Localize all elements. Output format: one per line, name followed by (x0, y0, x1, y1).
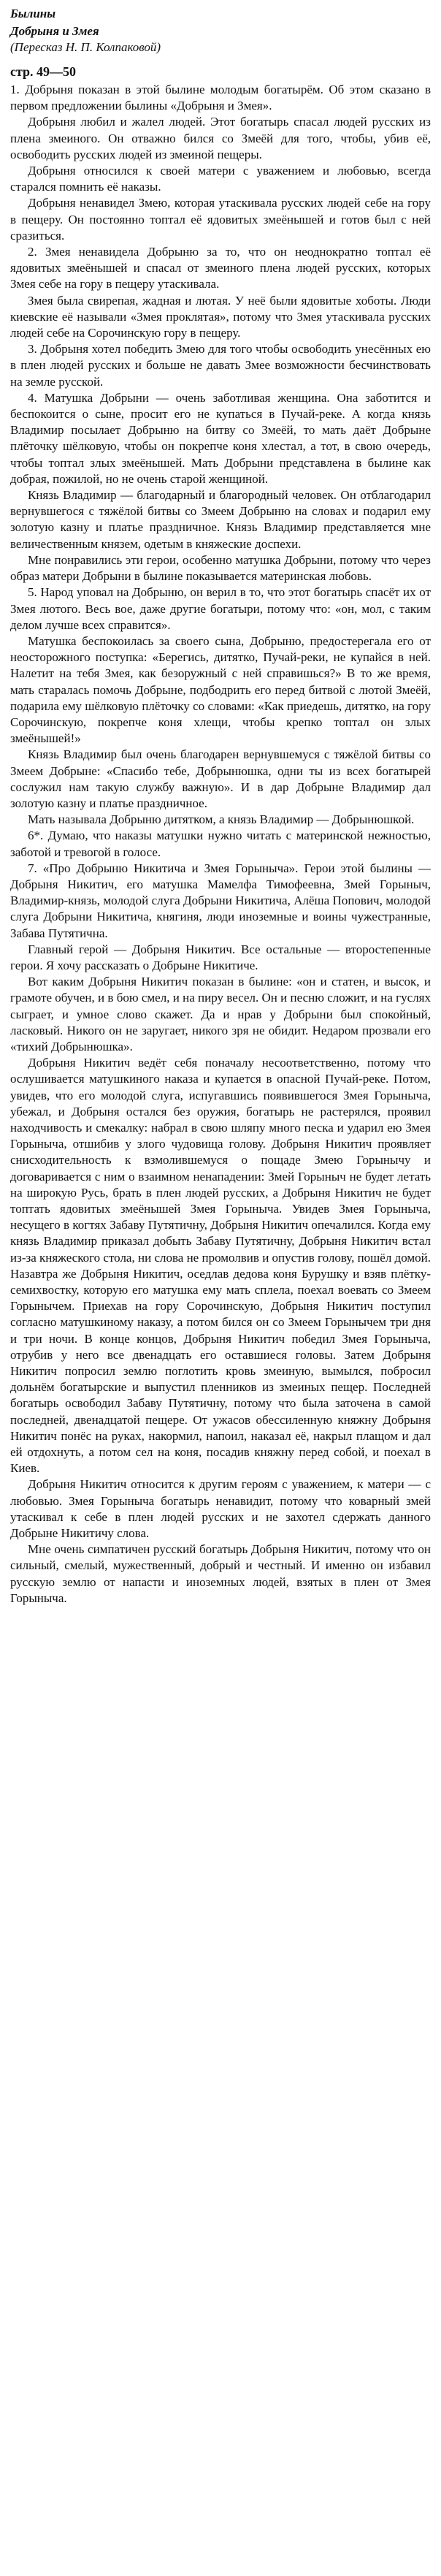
paragraph: Вот каким Добрыня Никитич показан в былине: «он и статен, и высок, и грамоте обучен, и в бою смел, и на пиру весел. Он и песню сложит, и на гуслях сыграет, и умное слово скажет. Да и нрав у Добрыни был спокойный, ласковый. Никого он не заругает, никого зря не обидит. Недаром прозвали его «тихий Добрынюшка». (10, 975, 431, 1053)
paragraph: Мать называла Добрыню дитятком, а князь Владимир — Добрынюшкой. (28, 812, 415, 827)
paragraph: Добрыня любил и жалел людей. Этот богатырь спасал людей русских из плена змеиного. Он отважно бился со Змеёй для того, чтобы, убив её, освободить русских людей из змеиной пещеры. (10, 115, 431, 161)
body-text (10, 82, 431, 1607)
paragraph: 4. Матушка Добрыни — очень заботливая женщина. Она заботится и беспокоится о сыне, просит его не купаться в Пучай-реке. А когда князь Владимир посылает Добрыню на битву со Змеёй, то мать даёт Добрыне плёточку шёлковую, чтобы он покрепче коня хлестал, а тот, в свою очередь, чтобы топтал злых змеёнышей. Мать Добрыни представлена в былине как добрая, пожилой, но не очень старой женщиной. (10, 390, 431, 486)
paragraph: Добрыня Никитич относится к другим героям с уважением, к матери — с любовью. Змея Горыныча богатырь ненавидит, потому что коварный змей утаскивал к себе в плен людей русских и не захотел сдержать данного Добрыне Никитичу слова. (10, 1477, 431, 1541)
paragraph: 1. Добрыня показан в этой былине молодым богатырём. Об этом сказано в первом предложении былины «Добрыня и Змея». (10, 83, 431, 113)
paragraph: Добрыня Никитич ведёт себя поначалу несоответственно, потому что ослушивается матушкиного наказа и купается в опасной Пучай-реке. Потом, увидев, что его молодой слуга, испугавшись появившегося Змея Горыныча, убежал, и Добрыня остался без оружия, богатырь не растерялся, проявил находчивость и смекалку: набрал в свою шляпу много песка и ударил ею Змея Горыныча, отшибив у злого чудовища голову. Добрыня Никитич проявляет снисходительность к взмолившемуся о пощаде Змею Горынычу и договаривается с ним о взаимном ненападении: Змей Горыныч не будет летать на широкую Русь, брать в плен людей русских, а Добрыня Никитич не будет топтать ядовитых змеёнышей Змея Горыныча. Увидев Змея Горыныча, несущего в когтях Забаву Путятичну, Добрыня Никитич опечалился. Когда ему князь Владимир приказал добыть Забаву Путятичну, Добрыня Никитич встал из-за княжеского стола, ни слова не промолвив и опустив голову, пошёл домой. Назавтра же Добрыня Никитич, оседлав дедова коня Бурушку и взяв плётку-семихвостку, которую его матушка ему мать сплела, поехал воевать со Змеем Горынычем. Приехав на гору Сорочинскую, Добрыня Никитич поступил согласно матушкиному наказу, а потом бился он со Змеем Горынычем три дня и три ночи. В конце концов, Добрыня Никитич победил Змея Горыныча, отрубив у него все двенадцать его оставшиеся головы. Затем Добрыня Никитич попросил землю поглотить кровь змеиную, вымылся, побросил дольнём богатырские и выпустил пленников из змеиных пещер. Последней богатырь освободил Забаву Путятичну, потому что была заточена в самой последней, двенадцатой пещере. От ужасов обессиленную княжну Добрыня Никитич понёс на руках, накормил, напоил, наказал её, накрыл плащом и дал ей отдохнуть, а потом сел на коня, посадив княжну перед собой, и поехал в Киев. (10, 1056, 431, 1476)
paragraph: Добрыня относился к своей матери с уважением и любовью, всегда старался помнить её наказы. (10, 164, 431, 194)
paragraph: 6*. Думаю, что наказы матушки нужно читать с материнской нежностью, заботой и тревогой в голосе. (10, 828, 431, 859)
paragraph: Главный герой — Добрыня Никитич. Все остальные — второстепенные герои. Я хочу рассказать о Добрыне Никитиче. (10, 942, 431, 972)
section-subtitle: (Пересказ Н. П. Колпаковой) (10, 40, 161, 54)
paragraph: Змея была свирепая, жадная и лютая. У неё были ядовитые хоботы. Люди киевские её называли «Змея проклятая», потому что Змея утаскивала русских людей себе на Сорочинскую гору в пещеру. (10, 293, 431, 340)
paragraph: Князь Владимир — благодарный и благородный человек. Он отблагодарил вернувшегося с тяжёлой битвы со Змеем Добрыню на словах и подарил ему золотую казну и платье праздничное. Князь Владимир представляется мне величественным князем, одетым в княжеские доспехи. (10, 488, 431, 551)
paragraph: Добрыня ненавидел Змею, которая утаскивала русских людей себе на гору в пещеру. Он постоянно топтал её ядовитых змеёнышей и готов был с ней сразиться. (10, 196, 431, 243)
paragraph: 5. Народ уповал на Добрыню, он верил в то, что этот богатырь спасёт их от Змея лютого. Весь вое, даже другие богатыри, потому что: «он, мол, с таким делом лучше всех справится». (10, 585, 431, 632)
paragraph: 2. Змея ненавидела Добрыню за то, что он неоднократно топтал её ядовитых змеёнышей и спасал от змеиного плена людей русских, которых Змея себе на гору в пещеру утаскивала. (10, 245, 431, 291)
paragraph: Мне очень симпатичен русский богатырь Добрыня Никитич, потому что он сильный, смелый, мужественный, добрый и честный. И именно он избавил русскую землю от напасти и иноземных людей, взятых в плен от Змея Горыныча. (10, 1542, 431, 1605)
section-title: Добрыня и Змея (10, 24, 99, 38)
paragraph: Князь Владимир был очень благодарен вернувшемуся с тяжёлой битвы со Змеем Добрыне: «Спасибо тебе, Добрынюшка, одни ты из всех богатырей сослужил нам такую службу важную». И в дар Добрыне Владимир дал золотую казну и платье праздничное. (10, 747, 431, 810)
pages-reference: стр. 49—50 (10, 64, 77, 79)
paragraph: Мне понравились эти герои, особенно матушка Добрыни, потому что через образ матери Добрыни в былине показывается материнская любовь. (10, 552, 431, 584)
paragraph: 3. Добрыня хотел победить Змею для того чтобы освободить унесённых ею в плен людей русских и больше не давать Змее возможности бесчинствовать на земле русской. (10, 342, 431, 389)
paragraph: Матушка беспокоилась за своего сына, Добрыню, предостерегала его от неосторожного поступка: «Берегись, дитятко, Пучай-реки, не купайся в ней. Налетит на тебя Змея, как безоружный с ней справишься?» В то же время, мать старалась помочь Добрыне, подбодрить его перед битвой с лютой Змеёй, подарила ему шёлковую плёточку со словами: «Как приедешь, дитятко, на гору Сорочинскую, покрепче коня хлещи, чтобы крепко топтал он злых змеёнышей!» (10, 633, 431, 746)
paragraph: 7. «Про Добрыню Никитича и Змея Горыныча». Герои этой былины — Добрыня Никитич, его матушка Мамелфа Тимофеевна, Змей Горыныч, Владимир-князь, молодой слуга Добрыни Никитича, Алёша Попович, молодой слуга Добрыни Никитича, княгиня, люди иноземные и воины чужестранные, Забава Путятична. (10, 861, 431, 940)
running-header: Былины (10, 7, 56, 20)
